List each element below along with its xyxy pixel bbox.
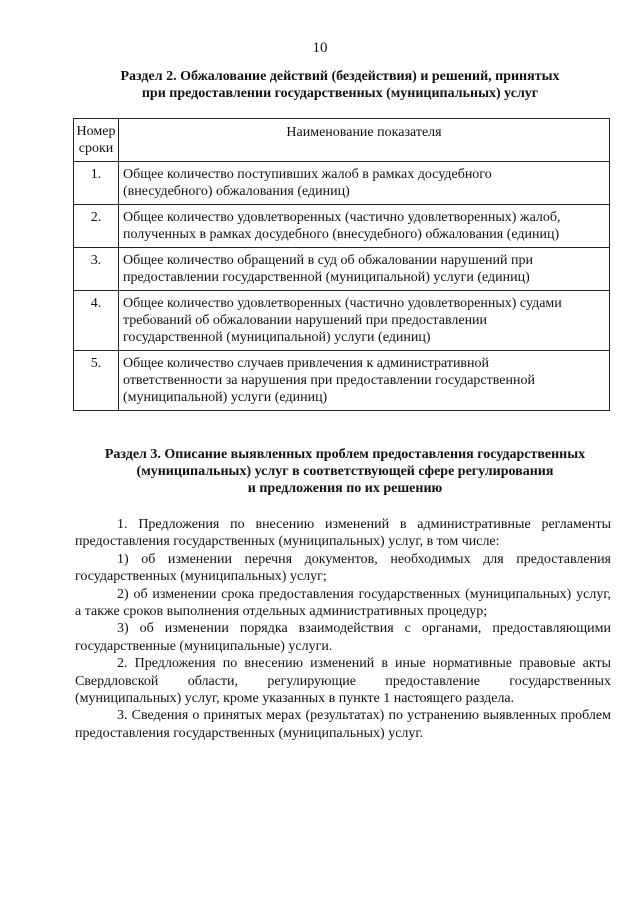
- row-indicator-line: Общее количество обращений в суд об обжаловании нарушений при: [123, 253, 533, 268]
- paragraph: 3. Сведения о принятых мерах (результатах) по устранению выявленных проблем предоставления государственных (муниципальных) услуг.: [75, 708, 611, 741]
- section-3-title: [75, 446, 615, 497]
- row-indicator-line: ответственности за нарушения при предоставлении государственной: [123, 373, 535, 388]
- row-number: 2.: [74, 205, 119, 248]
- paragraph: 2) об изменении срока предоставления государственных (муниципальных) услуг, а также сроков выполнения отдельных административных процедур;: [75, 586, 611, 620]
- row-indicator-name: [119, 162, 610, 205]
- row-indicator-line: государственной (муниципальной) услуги (единиц): [123, 330, 431, 345]
- paragraph: 1) об изменении перечня документов, необходимых для предоставления государственных (муниципальных) услуг;: [75, 551, 611, 585]
- table-row: [74, 291, 610, 351]
- row-indicator-line: (муниципальной) услуги (единиц): [123, 390, 328, 405]
- row-number: 3.: [74, 248, 119, 291]
- row-indicator-line: (внесудебного) обжалования (единиц): [123, 184, 350, 199]
- table-row: [74, 351, 610, 411]
- row-number: 4.: [74, 291, 119, 351]
- row-indicator-line: Общее количество случаев привлечения к административной: [123, 356, 490, 371]
- row-indicator-line: предоставлении государственной (муниципальной) услуги (единиц): [123, 270, 530, 285]
- paragraph: 3) об изменении порядка взаимодействия с органами, предоставляющими государственные (муниципальные) услуги.: [75, 621, 611, 654]
- row-number: 5.: [74, 351, 119, 411]
- paragraph: 1. Предложения по внесению изменений в административные регламенты предоставления государственных (муниципальных) услуг, в том числе:: [75, 517, 611, 550]
- header-number-line: Номер: [76, 124, 116, 139]
- row-indicator-name: [119, 248, 610, 291]
- header-name: Наименование показателя: [119, 119, 610, 162]
- table-body: [74, 162, 610, 411]
- page-number: 10: [312, 40, 328, 56]
- section-3-title-line: (муниципальных) услуг в соответствующей сфере регулирования: [136, 464, 554, 479]
- row-indicator-line: Общее количество поступивших жалоб в рамках досудебного: [123, 167, 492, 182]
- section-3-title-line: Раздел 3. Описание выявленных проблем предоставления государственных: [104, 447, 586, 462]
- section-3-body: [75, 516, 611, 742]
- row-indicator-line: Общее количество удовлетворенных (частично удовлетворенных) жалоб,: [123, 210, 561, 225]
- row-number: 1.: [74, 162, 119, 205]
- row-indicator-line: Общее количество удовлетворенных (частично удовлетворенных) судами: [123, 296, 562, 311]
- indicators-table: [73, 118, 610, 411]
- header-number-line: сроки: [78, 141, 114, 156]
- section-2-title-line: при предоставлении государственных (муниципальных) услуг: [141, 86, 539, 101]
- table-row: [74, 162, 610, 205]
- row-indicator-name: [119, 291, 610, 351]
- header-number: [74, 119, 119, 162]
- table-header-row: [74, 119, 610, 162]
- row-indicator-line: полученных в рамках досудебного (внесудебного) обжалования (единиц): [123, 227, 560, 242]
- section-3-title-line: и предложения по их решению: [247, 481, 443, 496]
- table-row: [74, 205, 610, 248]
- row-indicator-name: [119, 351, 610, 411]
- row-indicator-name: [119, 205, 610, 248]
- section-2-title-line: Раздел 2. Обжалование действий (бездействия) и решений, принятых: [120, 69, 560, 84]
- row-indicator-line: требований об обжаловании нарушений при предоставлении: [123, 313, 488, 328]
- section-2-title: [60, 68, 620, 102]
- table-row: [74, 248, 610, 291]
- paragraph: 2. Предложения по внесению изменений в иные нормативные правовые акты Свердловской области, регулирующие предоставление государственных (муниципальных) услуг, кроме указанных в пункте 1 настоящего раздела.: [75, 656, 611, 707]
